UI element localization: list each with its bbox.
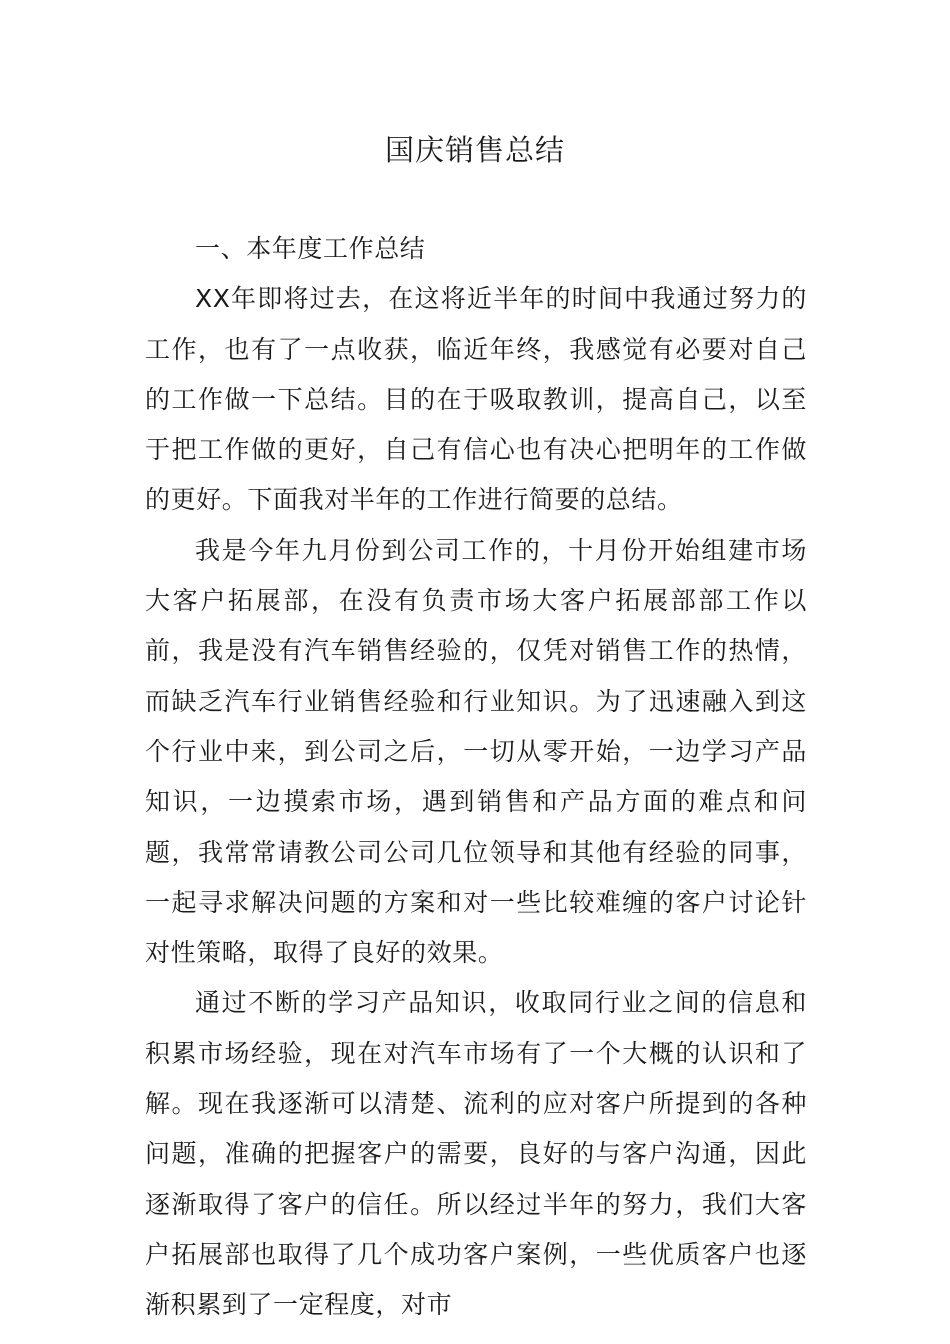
paragraph: 通过不断的学习产品知识，收取同行业之间的信息和积累市场经验，现在对汽车市场有了一个大概的认识和了解。现在我逐渐可以清楚、流利的应对客户所提到的各种问题，准确的把握客户的需要，良好的与客户沟通，因此逐渐取得了客户的信任。所以经过半年的努力，我们大客户拓展部也取得了几个成功客户案例，一些优质客户也逐渐积累到了一定程度，对市: [145, 988, 807, 1320]
paragraph: XX年即将过去，在这将近半年的时间中我通过努力的工作，也有了一点收获，临近年终，我感觉有必要对自己的工作做一下总结。目的在于吸取教训，提高自己，以至于把工作做的更好，自己有信心也有决心把明年的工作做的更好。下面我对半年的工作进行简要的总结。: [145, 284, 807, 515]
paragraph: 我是今年九月份到公司工作的，十月份开始组建市场大客户拓展部，在没有负责市场大客户拓展部部工作以前，我是没有汽车销售经验的，仅凭对销售工作的热情，而缺乏汽车行业销售经验和行业知识。为了迅速融入到这个行业中来，到公司之后，一切从零开始，一边学习产品知识，一边摸索市场，遇到销售和产品方面的难点和问题，我常常请教公司公司几位领导和其他有经验的同事，一起寻求解决问题的方案和对一些比较难缠的客户讨论针对性策略，取得了良好的效果。: [145, 535, 807, 968]
document-body: [145, 224, 807, 1331]
section-heading: 一、本年度工作总结: [195, 234, 426, 263]
document-title: 国庆销售总结: [384, 133, 565, 167]
